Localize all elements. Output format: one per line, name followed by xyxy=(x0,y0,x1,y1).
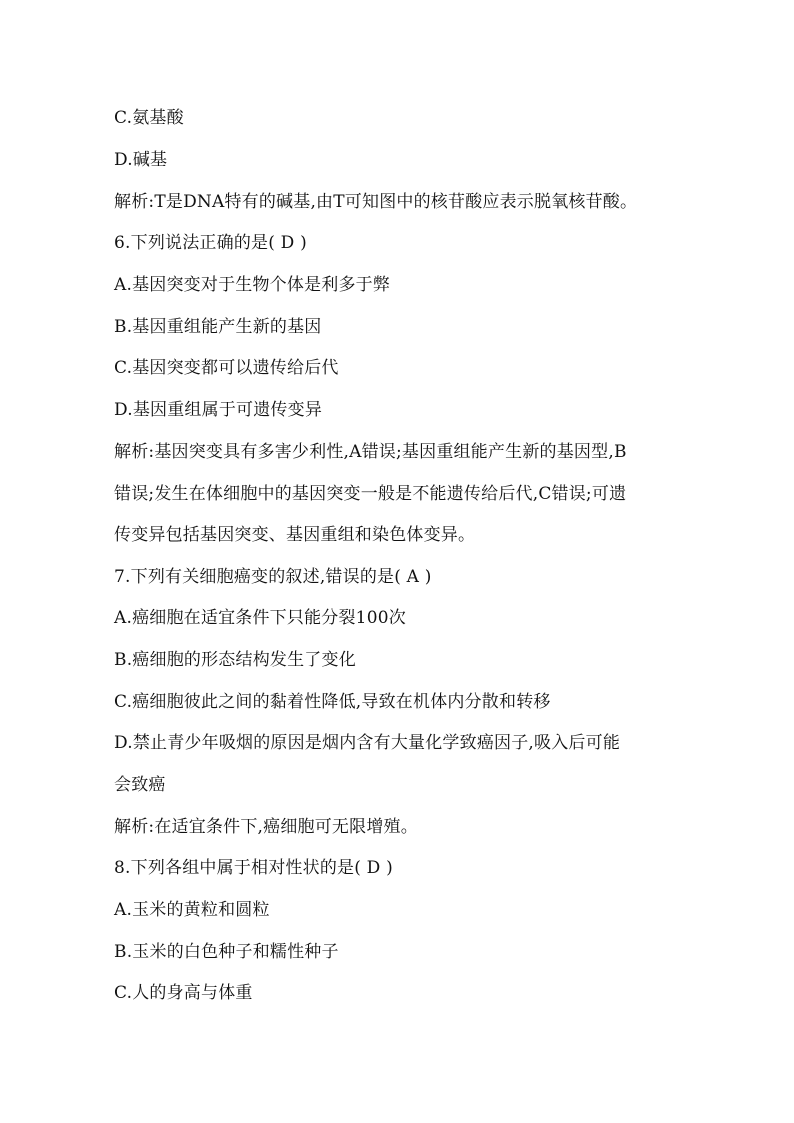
explanation-q7: 解析:在适宜条件下,癌细胞可无限增殖。 xyxy=(114,817,418,837)
question-7: 7.下列有关细胞癌变的叙述,错误的是( A ) xyxy=(114,567,432,587)
option-c-q7: C.癌细胞彼此之间的黏着性降低,导致在机体内分散和转移 xyxy=(114,692,551,712)
option-c-q6: C.基因突变都可以遗传给后代 xyxy=(114,358,339,378)
explanation-q6-line2: 错误;发生在体细胞中的基因突变一般是不能遗传给后代,C错误;可遗 xyxy=(114,484,627,504)
option-d-q7-line2: 会致癌 xyxy=(114,775,166,795)
option-a-q6: A.基因突变对于生物个体是利多于弊 xyxy=(114,275,391,295)
option-b-q6: B.基因重组能产生新的基因 xyxy=(114,317,322,337)
question-6: 6.下列说法正确的是( D ) xyxy=(114,233,307,253)
option-c-q8: C.人的身高与体重 xyxy=(114,983,253,1003)
option-d-q5: D.碱基 xyxy=(114,150,168,170)
option-b-q8: B.玉米的白色种子和糯性种子 xyxy=(114,942,339,962)
explanation-q6-line1: 解析:基因突变具有多害少利性,A错误;基因重组能产生新的基因型,B xyxy=(114,442,627,462)
option-b-q7: B.癌细胞的形态结构发生了变化 xyxy=(114,650,356,670)
option-d-q6: D.基因重组属于可遗传变异 xyxy=(114,400,323,420)
option-c-q5: C.氨基酸 xyxy=(114,108,184,128)
explanation-q6-line3: 传变异包括基因突变、基因重组和染色体变异。 xyxy=(114,525,476,545)
question-8: 8.下列各组中属于相对性状的是( D ) xyxy=(114,858,393,878)
option-a-q8: A.玉米的黄粒和圆粒 xyxy=(114,900,270,920)
explanation-q5: 解析:T是DNA特有的碱基,由T可知图中的核苷酸应表示脱氧核苷酸。 xyxy=(114,192,638,212)
option-a-q7: A.癌细胞在适宜条件下只能分裂100次 xyxy=(114,608,406,628)
option-d-q7-line1: D.禁止青少年吸烟的原因是烟内含有大量化学致癌因子,吸入后可能 xyxy=(114,733,621,753)
